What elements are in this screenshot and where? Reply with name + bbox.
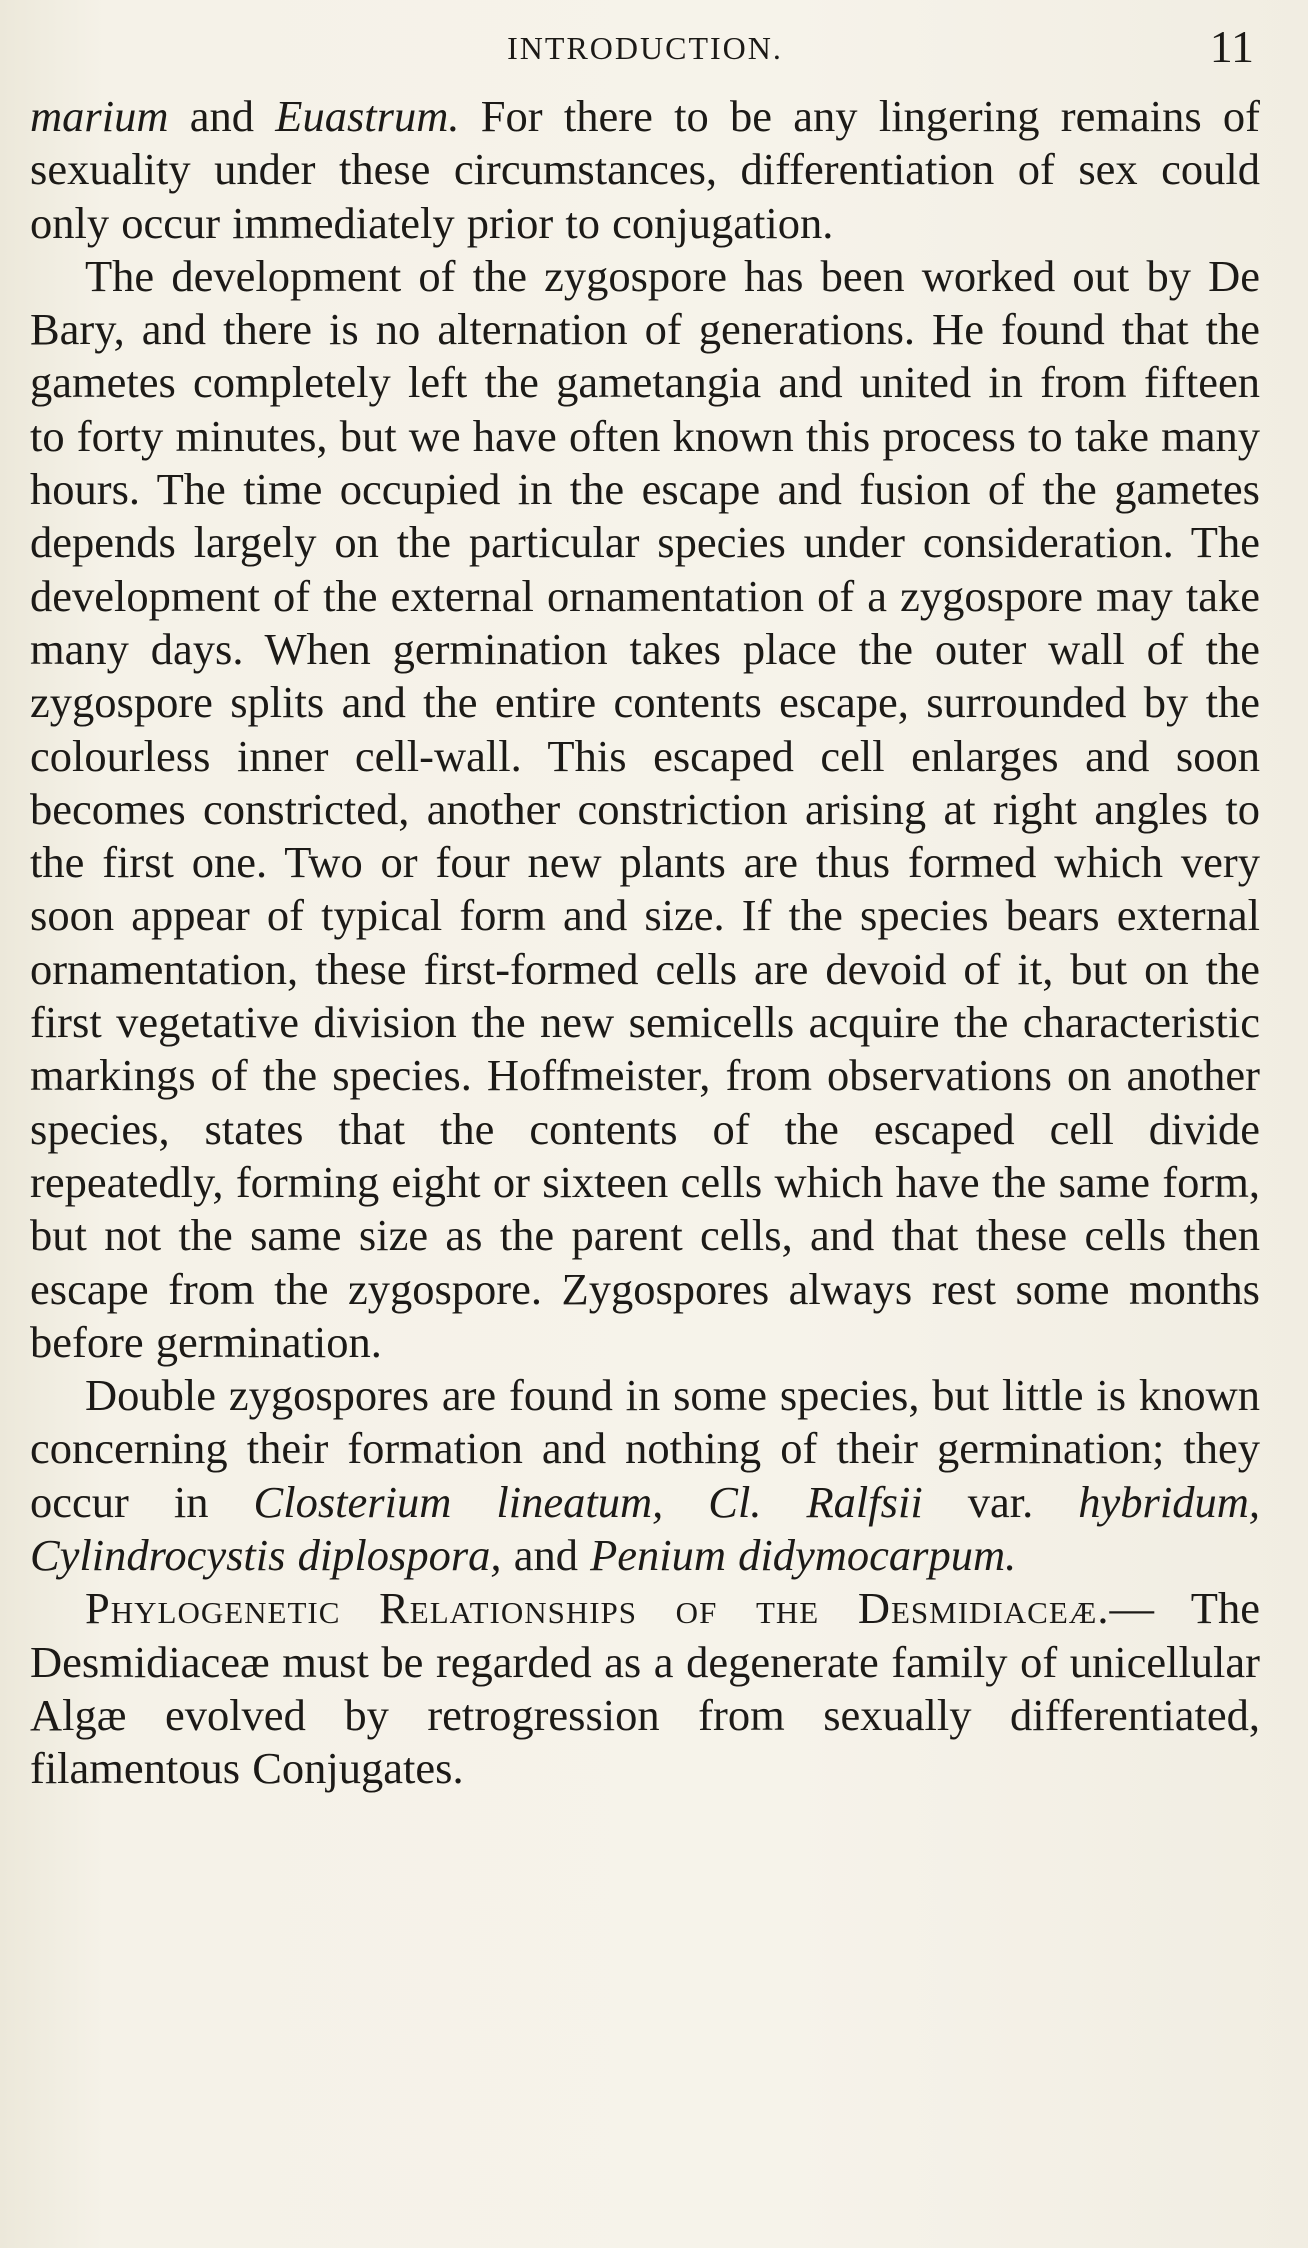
italic-text: marium [30,91,169,141]
paragraph-1 [30,90,1260,250]
text-run: and [501,1530,591,1581]
text-run: var. [922,1476,1079,1527]
text-run: and [168,91,276,141]
italic-text: Euastrum. [275,91,460,141]
text-run: Double zygospores are found in some species, but little is known concerning their formation and nothing of their germination; they occur in [30,1370,1260,1527]
paragraph-4 [30,1582,1260,1795]
running-head [30,20,1260,70]
section-heading: Phylogenetic Relationships of the Desmidiaceæ. [85,1583,1110,1634]
running-title: INTRODUCTION. [507,30,783,66]
paragraph-3 [30,1369,1260,1582]
paragraph-2 [30,250,1260,1369]
text-run: The development of the zygospore has been worked out by De Bary, and there is no alternation of generations. He found that the gametes completely left the gametangia and united in from fifteen to forty minutes, but we have often known this process to take many hours. The time occupied in the escape and fusion of the gametes depends largely on the particular species under consideration. The development of the external ornamentation of a zygospore may take many days. When germination takes place the outer wall of the zygospore splits and the entire contents escape, surrounded by the colourless inner cell-wall. This escaped cell enlarges and soon becomes constricted, another constriction arising at right angles to the first one. Two or four new plants are thus formed which very soon appear of typical form and size. If the species bears external ornamentation, these first-formed cells are devoid of it, but on the first vegetative division the new semicells acquire the characteristic markings of the species. Hoffmeister, from observations on another species, states that the contents of the escaped cell divide repeatedly, forming eight or sixteen cells which have the same form, but not the same size as the parent cells, and that these cells then escape from the zygospore. Zygospores always rest some months before germination. [30,250,1260,1367]
text-run: For there to be any lingering remains of sexuality under these circumstances, differentiation of sex could only occur immediately prior to conjugation. [30,91,1260,248]
italic-text: Penium didymocarpum. [590,1530,1017,1581]
italic-text: Closterium lineatum, Cl. Ralfsii [253,1476,923,1527]
body-text [30,90,1260,1796]
text-run: — The Desmidiaceæ must be regarded as a degenerate family of unicellular Algæ evolved by retrogression from sexually differentiated, filamentous Conjugates. [30,1583,1260,1794]
italic-text: hybridum, Cylindrocystis diplospora, [30,1476,1260,1581]
page-number: 11 [1209,21,1254,72]
